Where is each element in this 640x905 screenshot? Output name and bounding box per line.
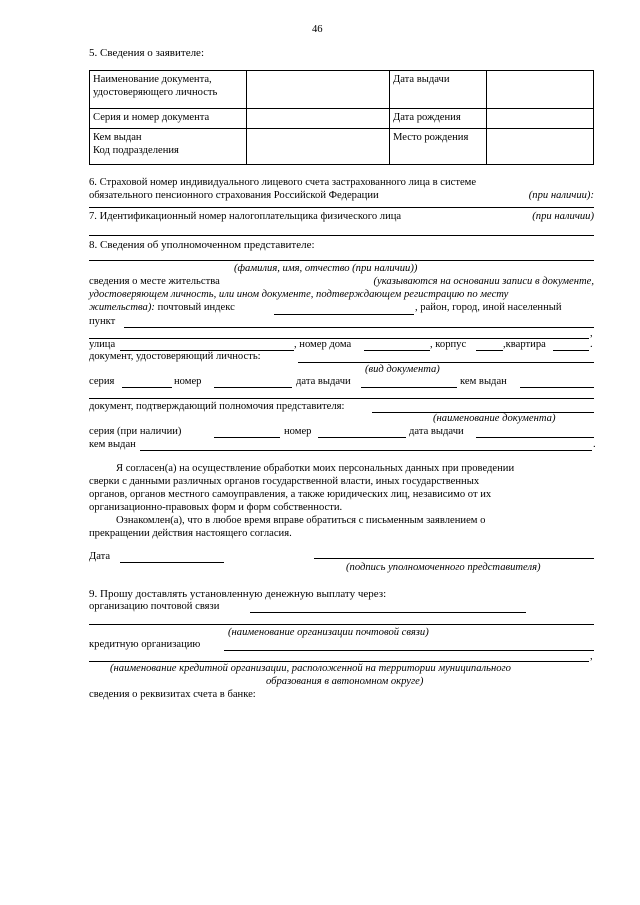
doc-name-caption: (наименование документа) — [433, 413, 556, 424]
street-label: улица — [89, 339, 116, 350]
issued-by-field-2[interactable] — [89, 398, 594, 399]
consent-p1-line3: органов, органов местного самоуправления, а также юридических лиц, независимо от их — [89, 489, 492, 500]
consent-p2-line2: прекращении действия настоящего согласия. — [89, 528, 292, 539]
id-doc-field[interactable] — [298, 362, 594, 363]
section5-title: 5. Сведения о заявителе: — [89, 47, 205, 59]
comma-mark-2: , — [590, 651, 593, 662]
signature-caption: (подпись уполномоченного представителя) — [346, 562, 541, 573]
issue-date-label: Дата выдачи — [390, 71, 487, 109]
doc-type-caption: (вид документа) — [365, 364, 440, 375]
issue-date-field-2[interactable] — [476, 437, 594, 438]
page-number: 46 — [312, 24, 323, 35]
number-label: номер — [174, 376, 202, 387]
post-org-field-2[interactable] — [89, 624, 594, 625]
issued-by-label-2: кем выдан — [460, 376, 507, 387]
consent-p1-line2: сверки с данными различных органов государственной власти, иных государственных — [89, 476, 480, 487]
applicant-table — [89, 70, 594, 165]
series-opt-field[interactable] — [214, 437, 280, 438]
residence-line3: жительства): почтовый индекс — [89, 302, 235, 313]
building-label: , корпус — [430, 339, 467, 350]
residence-line1: сведения о месте жительства (указываются на основании записи в документе, — [89, 276, 594, 287]
series-label: серия — [89, 376, 115, 387]
doc-name-value[interactable] — [247, 71, 390, 109]
consent-p1-line1: Я согласен(а) на осуществление обработки моих персональных данных при проведении — [116, 463, 515, 474]
series-opt-label: серия (при наличии) — [89, 426, 182, 437]
settlement-field[interactable] — [124, 327, 594, 328]
date-field[interactable] — [120, 562, 224, 563]
apartment-label: ,квартира — [503, 339, 546, 350]
issued-by-label-3: кем выдан — [89, 439, 136, 450]
issue-date-label-2: дата выдачи — [296, 376, 351, 387]
table-row-doc-name-label: Наименование документа, удостоверяющего личность — [90, 71, 247, 109]
period-mark: . — [590, 339, 593, 350]
post-org-field[interactable] — [250, 612, 526, 613]
building-field[interactable] — [476, 350, 503, 351]
post-org-label: организацию почтовой связи — [89, 601, 220, 612]
issue-date-field[interactable] — [361, 387, 457, 388]
credit-caption-2: образования в автономном округе) — [266, 676, 424, 687]
series-number-label: Серия и номер документа — [90, 109, 247, 129]
id-doc-label: документ, удостоверяющий личность: — [89, 351, 261, 362]
section8-title: 8. Сведения об уполномоченном представителе: — [89, 239, 315, 251]
number-label-2: номер — [284, 426, 312, 437]
credit-caption-1: (наименование кредитной организации, расположенной на территории муниципального — [110, 663, 511, 674]
section6-line2: обязательного пенсионного страхования Российской Федерации (при наличии): — [89, 190, 594, 201]
period-mark-2: . — [593, 439, 596, 450]
issued-by-value[interactable] — [247, 129, 390, 165]
issued-by-field-3[interactable] — [140, 450, 592, 451]
number-field[interactable] — [214, 387, 292, 388]
issue-date-label-3: дата выдачи — [409, 426, 464, 437]
consent-p2-line1: Ознакомлен(а), что в любое время вправе обратиться с письменным заявлением о — [116, 515, 486, 526]
comma-mark: , — [590, 328, 593, 339]
birth-place-value[interactable] — [487, 129, 594, 165]
apartment-field[interactable] — [553, 350, 589, 351]
residence-line3-tail: , район, город, иной населенный — [415, 302, 562, 313]
bank-details-label: сведения о реквизитах счета в банке: — [89, 689, 256, 700]
section6-line1: 6. Страховой номер индивидуального лицевого счета застрахованного лица в системе — [89, 177, 477, 188]
power-doc-label: документ, подтверждающий полномочия представителя: — [89, 401, 345, 412]
post-caption: (наименование организации почтовой связи) — [228, 627, 429, 638]
fio-caption: (фамилия, имя, отчество (при наличии)) — [234, 263, 418, 274]
house-label: , номер дома — [294, 339, 352, 350]
settlement-label: пункт — [89, 316, 116, 327]
issued-by-field[interactable] — [520, 387, 594, 388]
birth-place-label: Место рождения — [390, 129, 487, 165]
credit-org-label: кредитную организацию — [89, 639, 201, 650]
inn-field-line[interactable] — [89, 235, 594, 236]
credit-org-field[interactable] — [224, 650, 594, 651]
house-field[interactable] — [364, 350, 430, 351]
series-number-value[interactable] — [247, 109, 390, 129]
series-field[interactable] — [122, 387, 172, 388]
issue-date-value[interactable] — [487, 71, 594, 109]
signature-field[interactable] — [314, 558, 594, 559]
number-field-2[interactable] — [318, 437, 406, 438]
issued-by-label: Кем выдан Код подразделения — [90, 129, 247, 165]
residence-line2: удостоверяющем личность, или ином документе, подтверждающем регистрацию по месту — [89, 289, 509, 300]
section9-title: 9. Прошу доставлять установленную денежную выплату через: — [89, 588, 387, 600]
birth-date-value[interactable] — [487, 109, 594, 129]
date-label: Дата — [89, 551, 111, 562]
postal-index-field[interactable] — [274, 314, 414, 315]
fio-field-line[interactable] — [89, 260, 594, 261]
consent-p1-line4: организационно-правовых форм и форм собственности. — [89, 502, 343, 513]
section7-line: 7. Идентификационный номер налогоплательщика физического лица (при наличии) — [89, 211, 594, 222]
birth-date-label: Дата рождения — [390, 109, 487, 129]
snils-field-line[interactable] — [89, 207, 594, 208]
credit-org-field-2[interactable] — [89, 661, 589, 662]
